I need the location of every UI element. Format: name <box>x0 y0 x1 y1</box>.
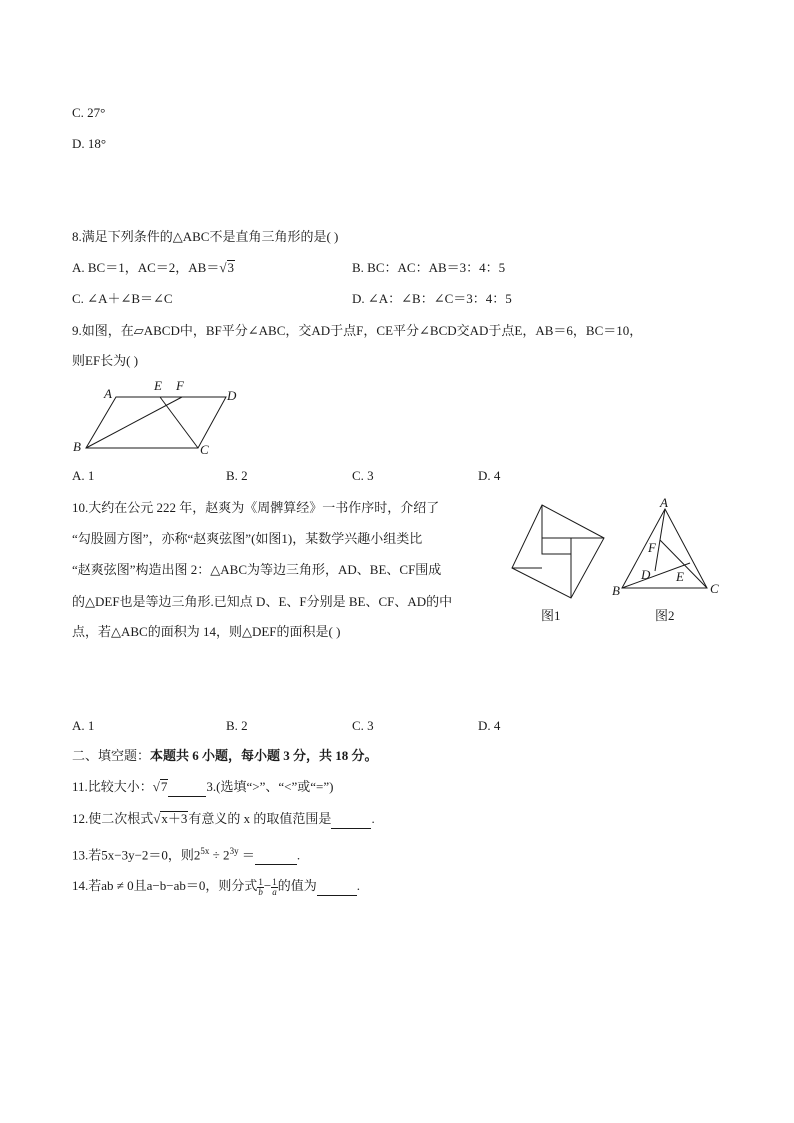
outer-square <box>512 505 604 598</box>
fig2-label-c: C <box>710 581 719 596</box>
q8-stem: 8.满足下列条件的△ABC不是直角三角形的是( ) <box>72 229 339 244</box>
fig2-label-d: D <box>641 567 651 582</box>
q13 <box>72 842 300 865</box>
q11-radicand: 7 <box>160 779 168 794</box>
q12-suffix: 有意义的 x 的取值范围是 <box>188 811 332 826</box>
q13-divide: ÷ 2 <box>209 847 230 863</box>
q13-equals: ＝ <box>238 847 255 863</box>
fraction-denominator: b <box>258 886 263 897</box>
q8-option-a <box>72 259 235 277</box>
q9-option-d: D. 4 <box>478 468 501 483</box>
q11-suffix: 3.(选填“>”、“<”或“=”) <box>206 779 334 794</box>
figure1-caption: 图1 <box>541 608 561 623</box>
figure2-caption: 图2 <box>655 608 675 623</box>
q14-period: . <box>356 878 360 893</box>
q7-option-d: D. 18° <box>72 136 107 151</box>
q11 <box>72 778 333 797</box>
fig2-label-a: A <box>660 497 668 510</box>
q8-option-b: B. BC：AC：AB＝3：4：5 <box>352 260 506 275</box>
q7-option-c: C. 27° <box>72 105 106 120</box>
q13-exponent-1: 5x <box>200 846 210 856</box>
parallelogram-abcd <box>86 397 226 448</box>
section-description: 本题共 6 小题，每小题 3 分，共 18 分。 <box>150 748 378 763</box>
fig2-label-b: B <box>612 583 620 598</box>
fraction-denominator: a <box>272 886 277 897</box>
label-d: D <box>227 388 237 403</box>
q9-stem-line2: 则EF长为( ) <box>72 353 139 368</box>
segment-ce <box>160 397 198 448</box>
q9-option-b: B. 2 <box>226 468 248 483</box>
sqrt-sign: √ <box>153 811 161 826</box>
q10-option-a: A. 1 <box>72 718 95 733</box>
q8-option-d: D. ∠A：∠B：∠C＝3：4：5 <box>352 291 512 306</box>
q14-answer-blank[interactable] <box>317 877 357 896</box>
label-b: B <box>73 439 81 454</box>
fig2-label-f: F <box>648 540 656 555</box>
q10-stem-line5: 点，若△ABC的面积为 14，则△DEF的面积是( ) <box>72 624 341 639</box>
fig2-label-e: E <box>676 569 684 584</box>
sqrt-sign: √ <box>219 260 227 275</box>
q10-option-d: D. 4 <box>478 718 501 733</box>
q13-prefix: 13.若5x−3y−2＝0，则2 <box>72 847 201 863</box>
q13-exponent-2: 3y <box>229 846 239 856</box>
fraction-numerator: 1 <box>258 876 263 887</box>
q10-option-c: C. 3 <box>352 718 374 733</box>
q14 <box>72 877 360 897</box>
inner-square <box>542 538 571 554</box>
section-prefix: 二、填空题： <box>72 748 151 763</box>
q10-stem-line1: 10.大约在公元 222 年，赵爽为《周髀算经》一书作序时，介绍了 <box>72 500 440 515</box>
q11-prefix: 11.比较大小： <box>72 779 153 794</box>
q14-prefix: 14.若ab ≠ 0且a−b−ab＝0，则分式 <box>72 878 258 893</box>
q9-option-a: A. 1 <box>72 468 95 483</box>
q10-stem-line4: 的△DEF也是等边三角形.已知点 D、E、F分别是 BE、CF、AD的中 <box>72 594 453 609</box>
q14-minus: − <box>263 878 272 893</box>
q10-stem-line2: “勾股圆方图”，亦称“赵爽弦图”(如图1)，某数学兴趣小组类比 <box>72 531 423 546</box>
inner-leg <box>542 554 571 598</box>
label-f: F <box>176 378 184 393</box>
q13-answer-blank[interactable] <box>255 846 297 865</box>
q14-suffix: 的值为 <box>277 878 317 893</box>
fraction-numerator: 1 <box>272 876 277 887</box>
q8-option-a-text: A. BC＝1，AC＝2，AB＝ <box>72 260 220 275</box>
q8-option-a-radicand: 3 <box>227 260 234 275</box>
zhao-shuang-chord-figure <box>508 500 612 600</box>
triangle-abc <box>622 509 707 588</box>
label-c: C <box>200 442 209 457</box>
q10-option-b: B. 2 <box>226 718 248 733</box>
q12-period: . <box>371 811 375 826</box>
q12 <box>72 810 375 829</box>
label-a: A <box>104 386 112 401</box>
section-heading <box>72 747 378 765</box>
q9-stem-line1: 9.如图，在▱ABCD中，BF平分∠ABC，交AD于点F，CE平分∠BCD交AD于点E，AB＝6，BC＝10， <box>72 323 643 338</box>
q9-parallelogram-figure <box>68 374 248 458</box>
q8-option-c: C. ∠A＋∠B＝∠C <box>72 291 173 306</box>
q11-answer-blank[interactable] <box>168 778 206 797</box>
q13-period: . <box>296 847 301 863</box>
q12-answer-blank[interactable] <box>331 810 371 829</box>
q9-option-c: C. 3 <box>352 468 374 483</box>
q10-stem-line3: “赵爽弦图”构造出图 2：△ABC为等边三角形，AD、BE、CF围成 <box>72 562 442 577</box>
label-e: E <box>154 378 162 393</box>
segment-bf <box>86 397 182 448</box>
q12-radicand: x＋3 <box>161 811 188 826</box>
sqrt-sign: √ <box>152 779 160 794</box>
equilateral-triangle-figure <box>610 497 726 601</box>
q12-prefix: 12.使二次根式 <box>72 811 154 826</box>
